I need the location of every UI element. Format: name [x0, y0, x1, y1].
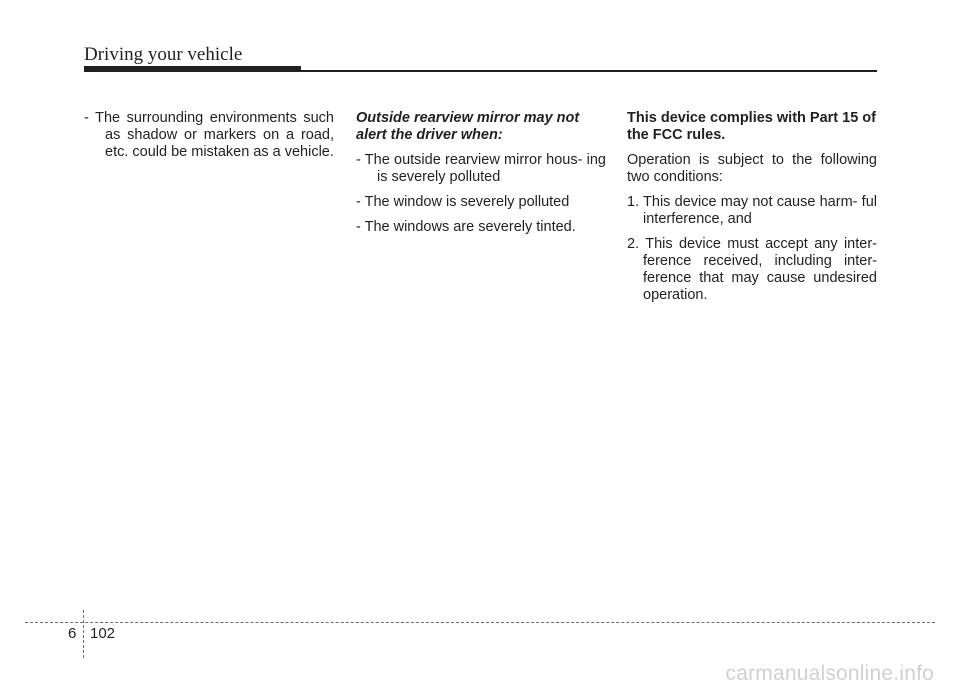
text-column-1: [84, 110, 334, 161]
text-column-2: [356, 110, 606, 236]
header-rule-thin: [301, 70, 877, 72]
list-item: - The windows are severely tinted.: [356, 219, 576, 235]
list-item: 1. This device may not cause harm- ful interference, and: [627, 194, 877, 227]
subheading: Outside rearview mirror may not alert the driver when:: [356, 110, 580, 143]
text-column-3: [627, 110, 877, 304]
footer-divider: [83, 610, 84, 658]
list-item: 2. This device must accept any inter- ference received, including inter- ference that may cause undesired operation.: [627, 236, 877, 303]
list-item: - The outside rearview mirror hous- ing is severely polluted: [356, 152, 606, 185]
watermark: carmanualsonline.info: [725, 662, 934, 685]
page-number: 102: [90, 625, 116, 642]
section-title: Driving your vehicle: [84, 44, 243, 65]
header-rule-thick: [84, 66, 301, 72]
list-item: - The surrounding environments such as shadow or markers on a road, etc. could be mistaken as a vehicle.: [84, 110, 334, 160]
fcc-heading: This device complies with Part 15 of the FCC rules.: [627, 110, 876, 143]
fcc-intro: Operation is subject to the following two conditions:: [627, 152, 877, 185]
list-item: - The window is severely polluted: [356, 194, 570, 210]
chapter-number: 6: [68, 625, 77, 642]
footer-rule: [25, 622, 935, 623]
